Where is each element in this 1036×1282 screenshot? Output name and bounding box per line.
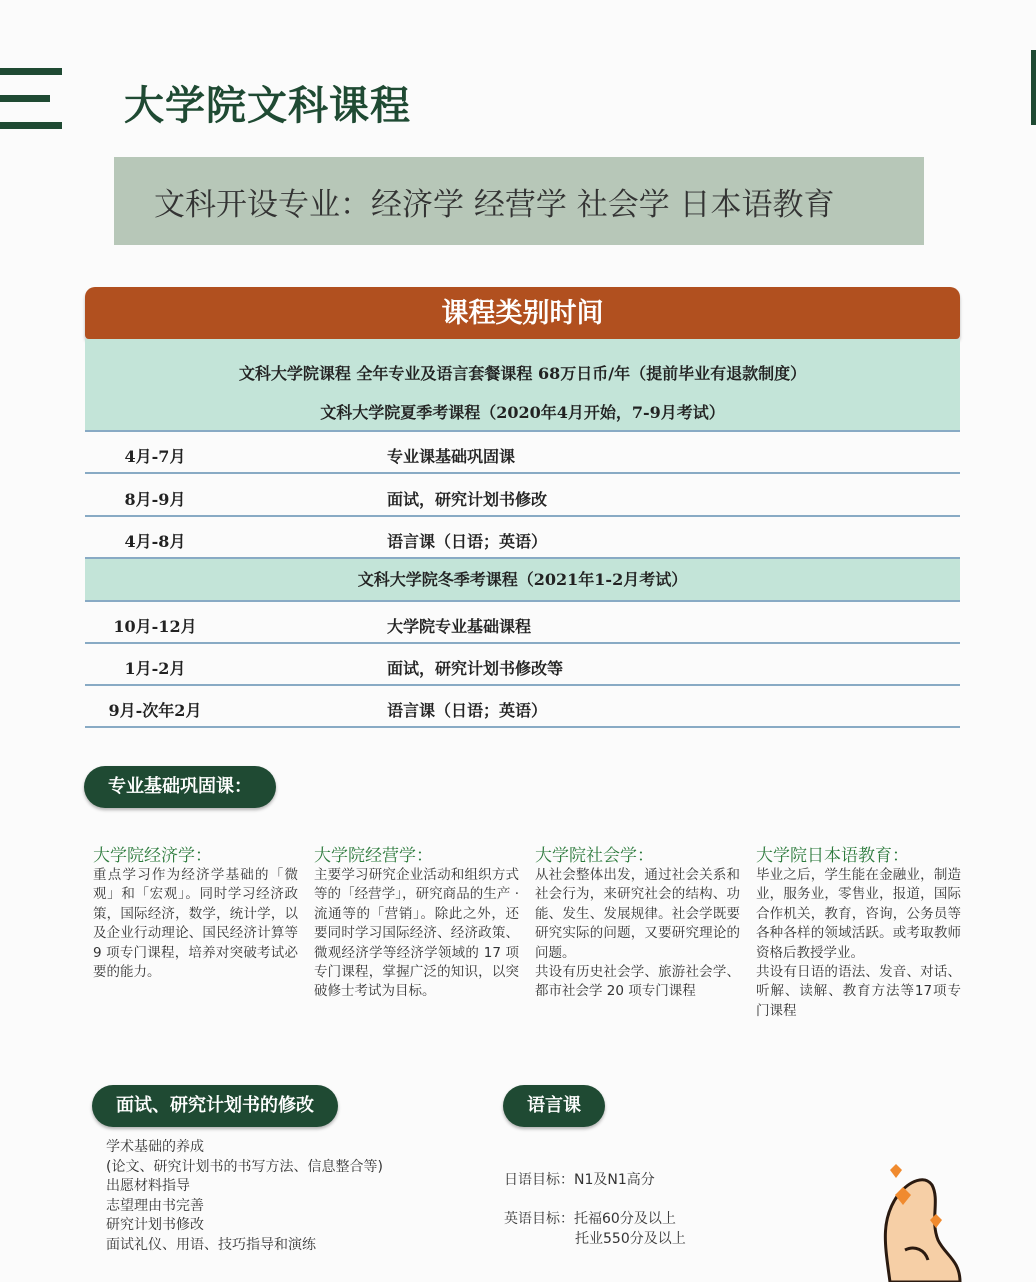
list-item: 志望理由书完善 (106, 1197, 204, 1214)
page-title: 大学院文科课程 (124, 82, 411, 129)
english-goal: 英语目标：托福60分及以上 (504, 1211, 676, 1227)
list-item: 出愿材料指导 (106, 1178, 190, 1194)
decor-bar (0, 122, 62, 129)
japanese-goal: 日语目标：N1及N1高分 (504, 1172, 655, 1188)
content: 面试，研究计划书修改等 (387, 659, 564, 678)
list-item: (论文、研究计划书的书写方法、信息整合等) (106, 1158, 383, 1175)
course-title: 大学院社会学： (535, 846, 654, 866)
content: 大学院专业基础课程 (387, 617, 532, 636)
course-text: 从社会整体出发，通过社会关系和社会行为，来研究社会的结构、功能、发生、发展规律。社会学既要研究实际的问题，又要研究理论的问题。 共设有历史社会学、旅游社会学、都市社会学 20 项专门课程 (535, 867, 740, 1000)
table-row (85, 432, 960, 474)
period: 9月-次年2月 (108, 701, 202, 720)
table-section-summer (85, 339, 960, 432)
period: 1月-2月 (124, 659, 186, 678)
decor-bar (0, 68, 62, 75)
course-economics (93, 846, 298, 982)
table-row (85, 686, 960, 728)
period: 4月-7月 (124, 447, 186, 466)
course-title: 大学院日本语教育： (756, 846, 909, 866)
summer-heading: 文科大学院夏季考课程（2020年4月开始，7-9月考试） (320, 403, 725, 422)
decor-bar (0, 95, 50, 102)
course-title: 大学院经营学： (314, 846, 433, 866)
period: 4月-8月 (124, 532, 186, 551)
thumbs-up-illustration (850, 1150, 970, 1282)
table-row (85, 644, 960, 686)
full-year-note: 文科大学院课程 全年专业及语言套餐课程 68万日币/年（提前毕业有退款制度） (238, 364, 807, 383)
table-header: 课程类别时间 (85, 287, 960, 339)
interview-list (106, 1138, 383, 1255)
course-text: 重点学习作为经济学基础的「微观」和「宏观」。同时学习经济政策，国际经济，数学，统计学，以及企业行动理论、国民经济计算等 9 项专门课程，培养对突破考试必要的能力。 (93, 867, 298, 981)
course-title: 大学院经济学： (93, 846, 212, 866)
course-management (314, 846, 519, 1002)
content: 语言课（日语；英语） (387, 532, 548, 551)
course-text: 毕业之后，学生能在金融业，制造业，服务业，零售业，报道，国际合作机关，教育，咨询，公务员等各种各样的领域活跃。或考取教师资格后教授学业。 共设有日语的语法、发音、对话、听解、读解、教育方法等17项专门课程 (756, 867, 961, 1019)
course-japanese-education (756, 846, 961, 1021)
foundation-label: 专业基础巩固课： (84, 766, 276, 808)
course-sociology (535, 846, 740, 1002)
period: 8月-9月 (124, 490, 186, 509)
interview-label: 面试、研究计划书的修改 (92, 1085, 338, 1127)
list-item: 面试礼仪、用语、技巧指导和演练 (106, 1236, 316, 1253)
content: 面试，研究计划书修改 (387, 490, 548, 509)
table-row (85, 602, 960, 644)
content: 专业课基础巩固课 (387, 447, 516, 466)
table-row (85, 517, 960, 559)
period: 10月-12月 (113, 617, 197, 636)
majors-banner: 文科开设专业：经济学 经营学 社会学 日本语教育 (114, 157, 924, 245)
table-row (85, 475, 960, 517)
language-label: 语言课 (503, 1085, 605, 1127)
decor-bar-right (1031, 50, 1036, 125)
english-goal-toeic: 托业550分及以上 (575, 1231, 686, 1247)
list-item: 研究计划书修改 (106, 1217, 204, 1233)
content: 语言课（日语；英语） (387, 701, 548, 720)
list-item: 学术基础的养成 (106, 1139, 204, 1155)
winter-heading: 文科大学院冬季考课程（2021年1-2月考试） (85, 559, 960, 602)
course-text: 主要学习研究企业活动和组织方式等的「经营学」，研究商品的生产 · 流通等的「营销」。除此之外，还要同时学习国际经济、经济政策、微观经济学等经济学领域的 17 项专门课程，掌握广泛的知识，以突破修士考试为目标。 (314, 867, 519, 1000)
